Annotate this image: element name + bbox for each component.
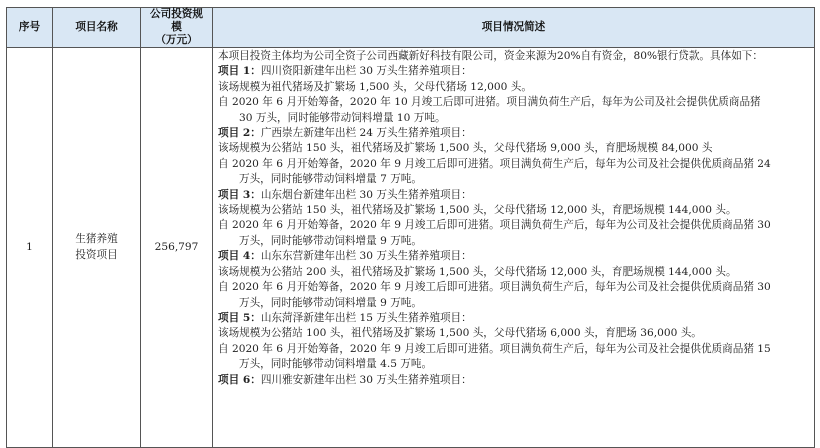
table-header-row xyxy=(7,8,815,48)
cell-name-text: 生猪养殖 投资项目 xyxy=(75,233,118,261)
project-list xyxy=(218,64,810,388)
project-scale: 该场规模为公猪站 100 头，祖代猪场及扩繁场 1,500 头，父母代猪场 6,000 头，育肥场 36,000 头。 xyxy=(218,327,702,340)
project-title: 山东菏泽新建年出栏 15 万头生猪养殖项目： xyxy=(260,311,472,324)
project-label: 项目 5： xyxy=(218,311,261,324)
project-timeline: 自 2020 年 6 月开始筹备，2020 年 10 月竣工后即可进猪。项目满负荷生产后，每年为公司及社会提供优质商品猪 xyxy=(218,96,761,109)
cell-name xyxy=(53,48,141,448)
project-label: 项目 1： xyxy=(218,65,261,78)
project-title: 山东东营新建年出栏 30 万头生猪养殖项目： xyxy=(260,250,472,263)
investment-table xyxy=(6,7,815,448)
project-scale: 该场规模为祖代猪场及扩繁场 1,500 头，父母代猪场 12,000 头。 xyxy=(218,80,532,93)
project-title: 四川资阳新建年出栏 30 万头生猪养殖项目： xyxy=(260,65,472,78)
project-title: 四川雅安新建年出栏 30 万头生猪养殖项目： xyxy=(260,373,472,386)
project-timeline-cont: 30 万头，同时能够带动饲料增量 10 万吨。 xyxy=(239,111,446,124)
project-timeline: 自 2020 年 6 月开始筹备，2020 年 9 月竣工后即可进猪。项目满负荷生产后，每年为公司及社会提供优质商品猪 30 xyxy=(218,219,771,232)
cell-seq: 1 xyxy=(7,48,53,448)
project-timeline-cont: 万头，同时能够带动饲料增量 7 万吨。 xyxy=(239,173,422,186)
header-name: 项目名称 xyxy=(53,8,141,48)
cell-invest: 256,797 xyxy=(141,48,213,448)
project-timeline-cont: 万头，同时能够带动饲料增量 9 万吨。 xyxy=(239,234,422,247)
project-scale: 该场规模为公猪站 150 头，祖代猪场及扩繁场 1,500 头，父母代猪场 12,000 头，育肥场规模 144,000 头。 xyxy=(218,204,737,217)
project-heading xyxy=(218,126,810,141)
header-seq: 序号 xyxy=(7,8,53,48)
project-timeline-cont: 万头，同时能够带动饲料增量 9 万吨。 xyxy=(239,296,422,309)
project-heading xyxy=(218,64,810,79)
header-invest-label: 公司投资规模 （万元） xyxy=(150,8,203,46)
project-title: 山东烟台新建年出栏 30 万头生猪养殖项目： xyxy=(260,188,472,201)
project-timeline: 自 2020 年 6 月开始筹备，2020 年 9 月竣工后即可进猪。项目满负荷生产后，每年为公司及社会提供优质商品猪 15 xyxy=(218,342,771,355)
project-scale: 该场规模为公猪站 150 头，祖代猪场及扩繁场 1,500 头，父母代猪场 9,000 头，育肥场规模 84,000 头 xyxy=(218,142,713,155)
project-timeline: 自 2020 年 6 月开始筹备，2020 年 9 月竣工后即可进猪。项目满负荷生产后，每年为公司及社会提供优质商品猪 30 xyxy=(218,281,771,294)
project-title: 广西崇左新建年出栏 24 万头生猪养殖项目： xyxy=(260,127,472,140)
project-heading xyxy=(218,373,810,388)
project-heading xyxy=(218,188,810,203)
cell-desc xyxy=(213,48,815,448)
project-label: 项目 4： xyxy=(218,250,261,263)
table-row xyxy=(7,48,815,448)
project-heading xyxy=(218,311,810,326)
header-invest xyxy=(141,8,213,48)
project-label: 项目 6： xyxy=(218,373,261,386)
project-timeline-cont: 万头，同时能够带动饲料增量 4.5 万吨。 xyxy=(239,358,433,371)
header-desc: 项目情况简述 xyxy=(213,8,815,48)
project-scale: 该场规模为公猪站 200 头，祖代猪场及扩繁场 1,500 头，父母代猪场 12,000 头，育肥场规模 144,000 头。 xyxy=(218,265,737,278)
project-label: 项目 3： xyxy=(218,188,261,201)
project-heading xyxy=(218,249,810,264)
desc-intro: 本项目投资主体均为公司全资子公司西藏新好科技有限公司，资金来源为20%自有资金，80%银行贷款。具体如下： xyxy=(218,50,763,62)
project-label: 项目 2： xyxy=(218,127,261,140)
project-timeline: 自 2020 年 6 月开始筹备，2020 年 9 月竣工后即可进猪。项目满负荷生产后，每年为公司及社会提供优质商品猪 24 xyxy=(218,157,771,170)
